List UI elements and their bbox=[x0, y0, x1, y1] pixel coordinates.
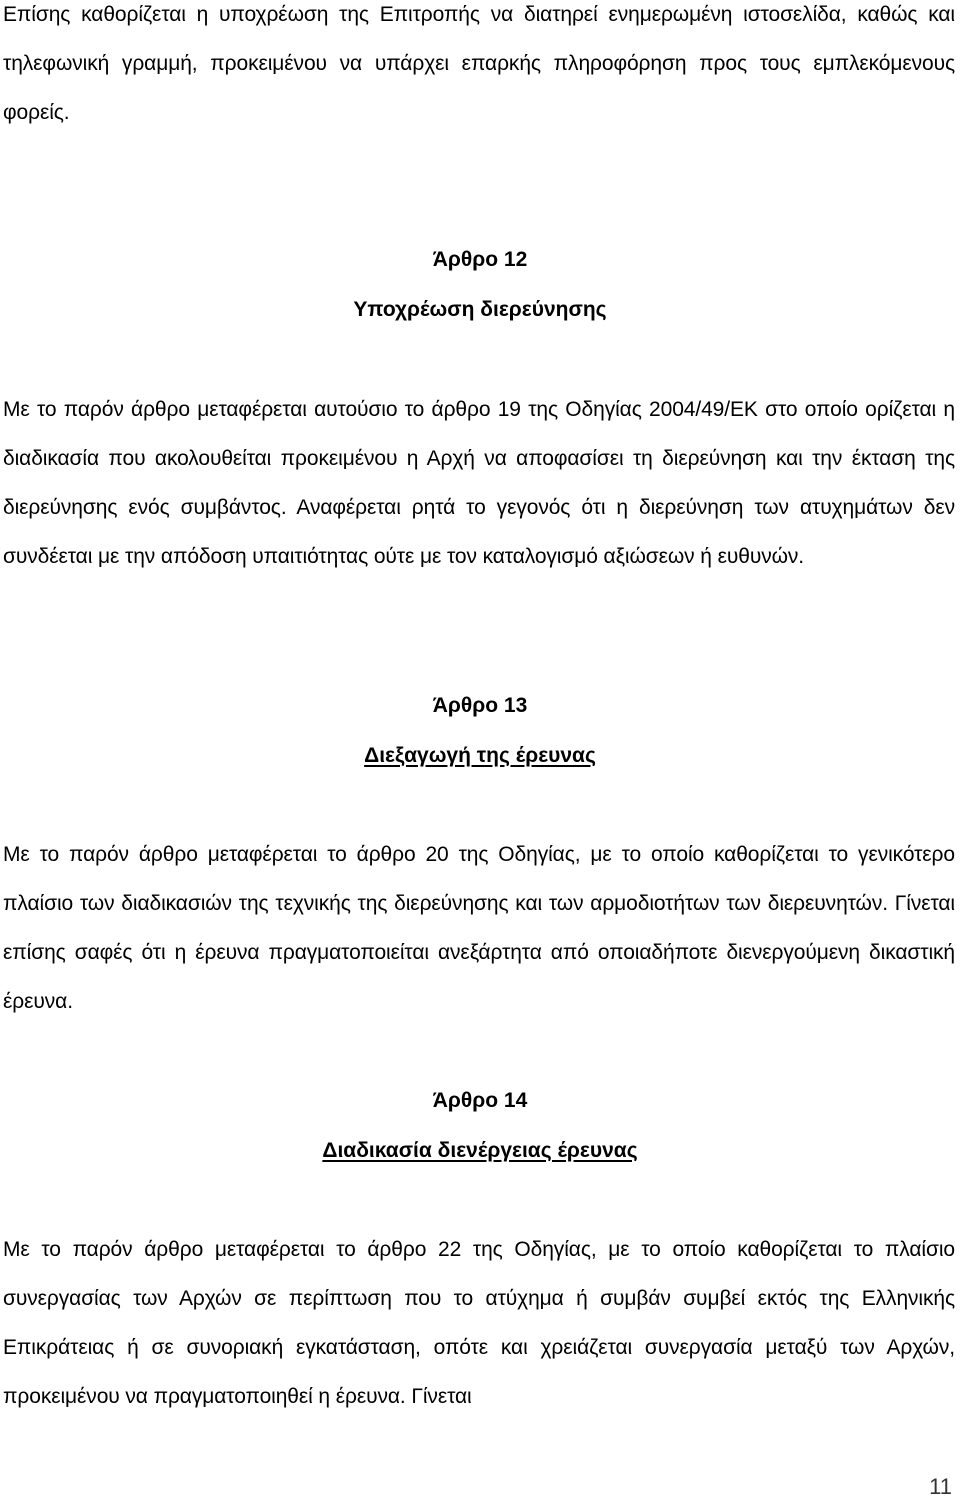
article-12-number: Άρθρο 12 bbox=[432, 248, 528, 271]
article-12-body: Με το παρόν άρθρο μεταφέρεται αυτούσιο το άρθρο 19 της Οδηγίας 2004/49/ΕΚ στο οποίο ορίζεται η διαδικασία που ακολουθείται προκειμένου η Αρχή να αποφασίσει τη διερεύνηση και την έκταση της διερεύνησης ενός συμβάντος. Αναφέρεται ρητά το γεγονός ότι η διερεύνηση των ατυχημάτων δεν συνδέεται με την απόδοση υπαιτιότητας ούτε με τον καταλογισμό αξιώσεων ή ευθυνών. bbox=[3, 398, 955, 568]
article-13-body: Με το παρόν άρθρο μεταφέρεται το άρθρο 20 της Οδηγίας, με το οποίο καθορίζεται το γενικότερο πλαίσιο των διαδικασιών της τεχνικής της διερεύνησης και των αρμοδιοτήτων των διερευνητών. Γίνεται επίσης σαφές ότι η έρευνα πραγματοποιείται ανεξάρτητα από οποιαδήποτε διενεργούμενη δικαστική έρευνα. bbox=[3, 843, 955, 1013]
article-13-title: Διεξαγωγή της έρευνας bbox=[364, 744, 596, 767]
page-number: 11 bbox=[929, 1474, 952, 1499]
article-13-number: Άρθρο 13 bbox=[432, 694, 528, 717]
opening-paragraph: Επίσης καθορίζεται η υποχρέωση της Επιτροπής να διατηρεί ενημερωμένη ιστοσελίδα, καθώς και τηλεφωνική γραμμή, προκειμένου να υπάρχει επαρκής πληροφόρηση προς τους εμπλεκόμενους φορείς. bbox=[3, 3, 955, 124]
article-12-title: Υποχρέωση διερεύνησης bbox=[353, 298, 607, 321]
article-14-number: Άρθρο 14 bbox=[432, 1089, 528, 1112]
article-14-body: Με το παρόν άρθρο μεταφέρεται το άρθρο 22 της Οδηγίας, με το οποίο καθορίζεται το πλαίσιο συνεργασίας των Αρχών σε περίπτωση που το ατύχημα ή συμβάν συμβεί εκτός της Ελληνικής Επικράτειας ή σε συνοριακή εγκατάσταση, οπότε και χρειάζεται συνεργασία μεταξύ των Αρχών, προκειμένου να πραγματοποιηθεί η έρευνα. Γίνεται bbox=[3, 1238, 955, 1408]
article-14-title: Διαδικασία διενέργειας έρευνας bbox=[322, 1139, 638, 1162]
